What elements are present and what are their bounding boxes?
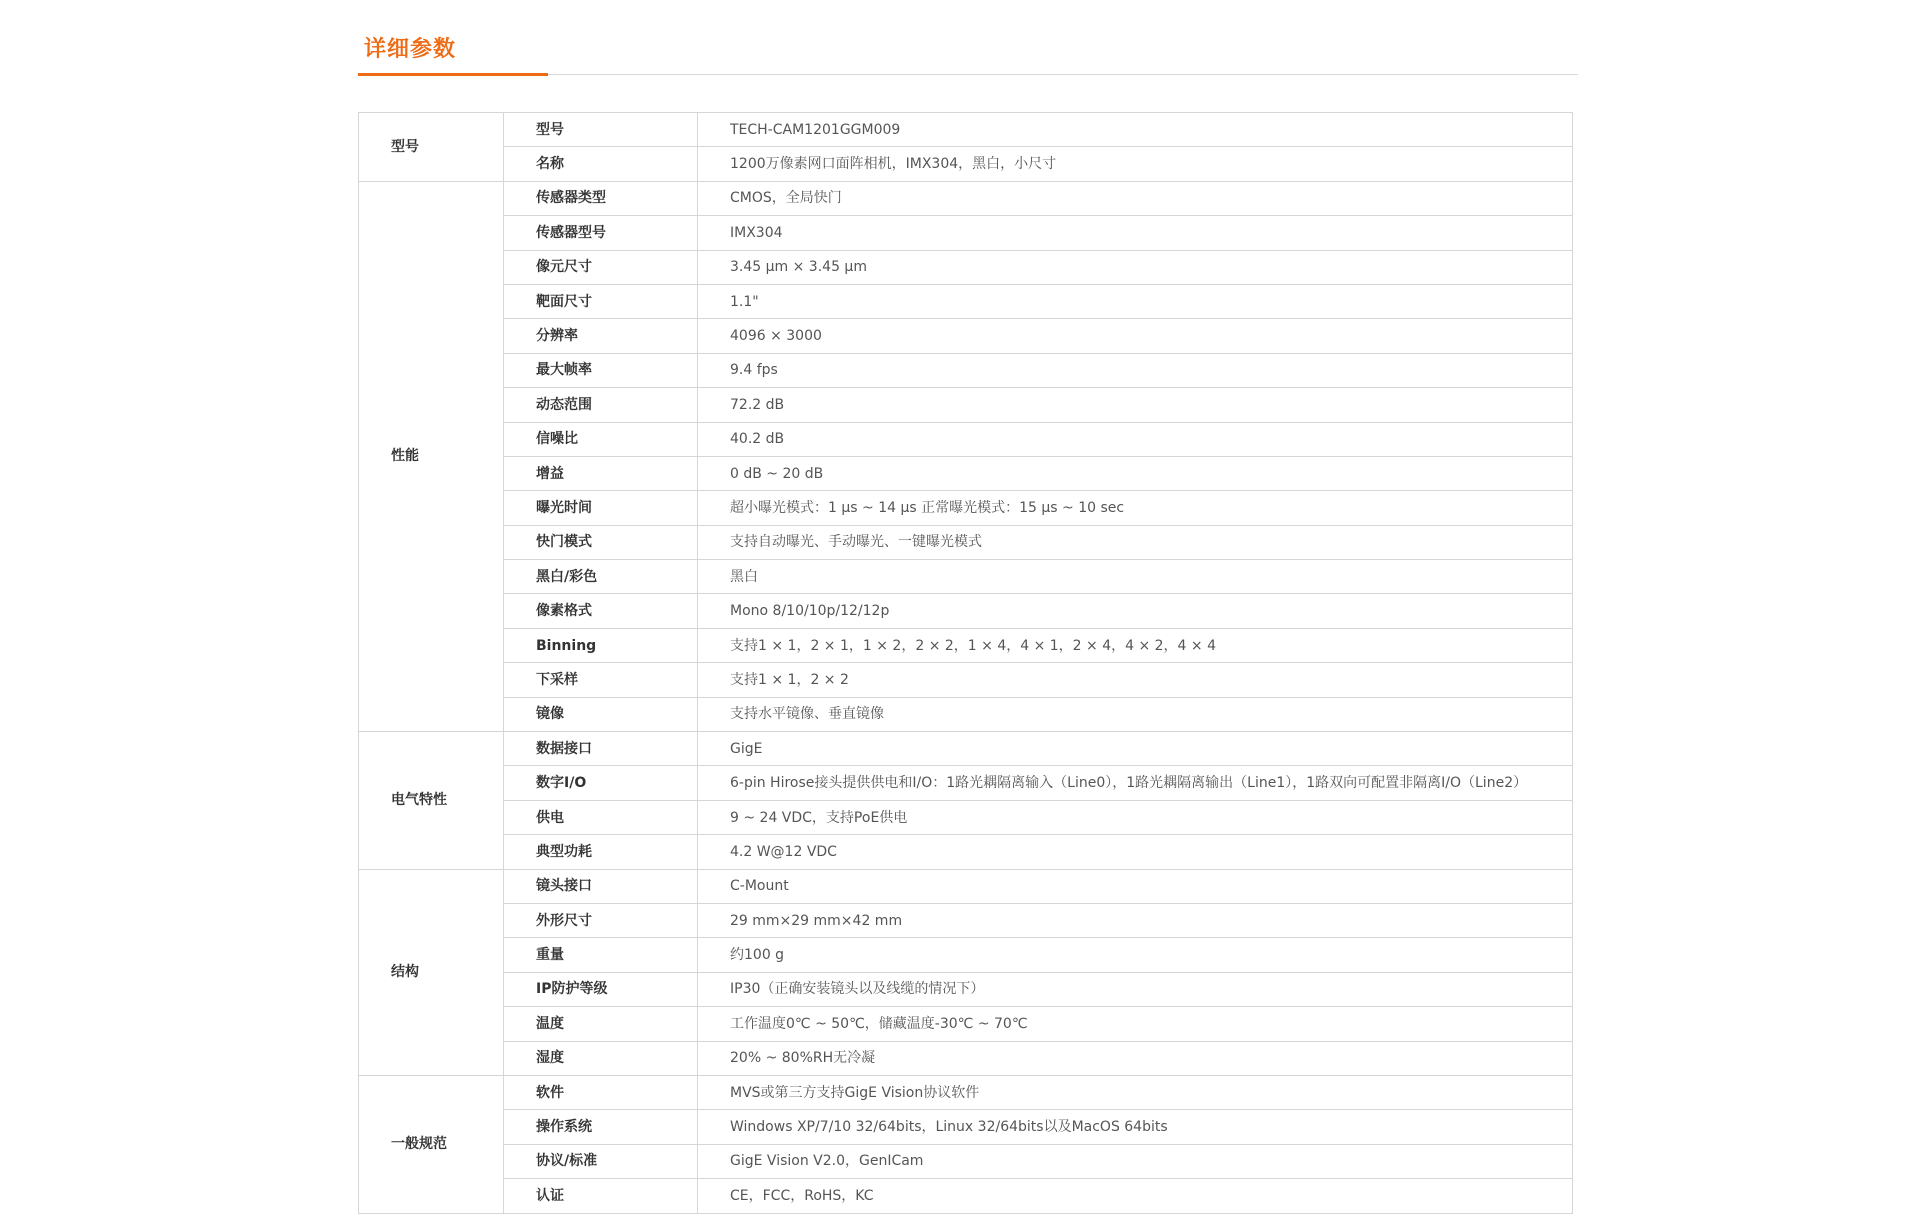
param-label: 重量	[504, 938, 698, 972]
param-value: MVS或第三方支持GigE Vision协议软件	[698, 1075, 1573, 1109]
table-row	[359, 594, 1573, 628]
group-label: 结构	[359, 869, 504, 1075]
section-title: 详细参数	[364, 37, 457, 62]
section-title-underline	[358, 73, 548, 76]
param-label: 供电	[504, 800, 698, 834]
table-row	[359, 938, 1573, 972]
table-row	[359, 1179, 1573, 1213]
table-row	[359, 250, 1573, 284]
param-label: 曝光时间	[504, 491, 698, 525]
table-row	[359, 1110, 1573, 1144]
group-label: 电气特性	[359, 732, 504, 870]
param-value: IMX304	[698, 216, 1573, 250]
param-label: 镜像	[504, 697, 698, 731]
table-row	[359, 284, 1573, 318]
param-label: 协议/标准	[504, 1144, 698, 1178]
table-row	[359, 663, 1573, 697]
param-label: 动态范围	[504, 388, 698, 422]
param-value: CE，FCC，RoHS，KC	[698, 1179, 1573, 1213]
param-value: GigE	[698, 732, 1573, 766]
param-label: 典型功耗	[504, 835, 698, 869]
param-value: GigE Vision V2.0，GenICam	[698, 1144, 1573, 1178]
param-label: 数据接口	[504, 732, 698, 766]
table-row	[359, 388, 1573, 422]
table-row	[359, 1041, 1573, 1075]
param-value: IP30（正确安装镜头以及线缆的情况下）	[698, 972, 1573, 1006]
param-label: 操作系统	[504, 1110, 698, 1144]
param-value: CMOS，全局快门	[698, 181, 1573, 215]
param-label: 黑白/彩色	[504, 560, 698, 594]
param-value: 0 dB ~ 20 dB	[698, 456, 1573, 490]
table-row	[359, 560, 1573, 594]
table-row	[359, 113, 1573, 147]
table-row	[359, 903, 1573, 937]
spec-section	[358, 0, 1578, 1204]
group-label: 型号	[359, 113, 504, 182]
param-label: 镜头接口	[504, 869, 698, 903]
param-value: 黑白	[698, 560, 1573, 594]
table-row	[359, 319, 1573, 353]
param-label: 数字I/O	[504, 766, 698, 800]
table-row	[359, 422, 1573, 456]
param-label: Binning	[504, 628, 698, 662]
param-value: 20% ~ 80%RH无冷凝	[698, 1041, 1573, 1075]
table-row	[359, 456, 1573, 490]
param-value: 1200万像素网口面阵相机，IMX304，黑白，小尺寸	[698, 147, 1573, 181]
table-row	[359, 525, 1573, 559]
table-row	[359, 800, 1573, 834]
param-label: 传感器类型	[504, 181, 698, 215]
table-row	[359, 697, 1573, 731]
param-label: 型号	[504, 113, 698, 147]
param-value: 72.2 dB	[698, 388, 1573, 422]
param-label: 靶面尺寸	[504, 284, 698, 318]
param-value: 9 ~ 24 VDC，支持PoE供电	[698, 800, 1573, 834]
spec-table-body	[359, 113, 1573, 1214]
table-row	[359, 181, 1573, 215]
param-label: 像素格式	[504, 594, 698, 628]
param-label: 增益	[504, 456, 698, 490]
param-value: C-Mount	[698, 869, 1573, 903]
group-label: 性能	[359, 181, 504, 731]
table-row	[359, 1075, 1573, 1109]
spec-table	[358, 112, 1573, 1214]
param-value: Windows XP/7/10 32/64bits，Linux 32/64bits以及MacOS 64bits	[698, 1110, 1573, 1144]
table-row	[359, 972, 1573, 1006]
param-value: 支持1 × 1，2 × 1，1 × 2，2 × 2，1 × 4，4 × 1，2 × 4，4 × 2，4 × 4	[698, 628, 1573, 662]
param-value: 40.2 dB	[698, 422, 1573, 456]
param-value: TECH-CAM1201GGM009	[698, 113, 1573, 147]
param-label: 下采样	[504, 663, 698, 697]
table-row	[359, 491, 1573, 525]
table-row	[359, 766, 1573, 800]
param-label: 传感器型号	[504, 216, 698, 250]
param-value: Mono 8/10/10p/12/12p	[698, 594, 1573, 628]
table-row	[359, 835, 1573, 869]
param-label: 分辨率	[504, 319, 698, 353]
param-value: 9.4 fps	[698, 353, 1573, 387]
param-value: 约100 g	[698, 938, 1573, 972]
section-header	[358, 0, 1578, 75]
param-label: 名称	[504, 147, 698, 181]
table-row	[359, 869, 1573, 903]
param-label: 外形尺寸	[504, 903, 698, 937]
table-row	[359, 353, 1573, 387]
param-label: 软件	[504, 1075, 698, 1109]
param-label: 快门模式	[504, 525, 698, 559]
param-value: 支持自动曝光、手动曝光、一键曝光模式	[698, 525, 1573, 559]
param-label: IP防护等级	[504, 972, 698, 1006]
table-row	[359, 628, 1573, 662]
param-value: 工作温度0℃ ~ 50℃，储藏温度-30℃ ~ 70℃	[698, 1007, 1573, 1041]
param-value: 4096 × 3000	[698, 319, 1573, 353]
table-row	[359, 732, 1573, 766]
param-value: 1.1"	[698, 284, 1573, 318]
param-label: 温度	[504, 1007, 698, 1041]
param-label: 认证	[504, 1179, 698, 1213]
param-label: 最大帧率	[504, 353, 698, 387]
table-row	[359, 147, 1573, 181]
param-value: 超小曝光模式：1 μs ~ 14 μs 正常曝光模式：15 μs ~ 10 sec	[698, 491, 1573, 525]
table-row	[359, 1007, 1573, 1041]
param-value: 6-pin Hirose接头提供供电和I/O：1路光耦隔离输入（Line0），1路光耦隔离输出（Line1），1路双向可配置非隔离I/O（Line2）	[698, 766, 1573, 800]
table-row	[359, 216, 1573, 250]
param-label: 像元尺寸	[504, 250, 698, 284]
param-value: 4.2 W@12 VDC	[698, 835, 1573, 869]
group-label: 一般规范	[359, 1075, 504, 1213]
param-label: 信噪比	[504, 422, 698, 456]
param-label: 湿度	[504, 1041, 698, 1075]
table-row	[359, 1144, 1573, 1178]
param-value: 支持1 × 1，2 × 2	[698, 663, 1573, 697]
param-value: 支持水平镜像、垂直镜像	[698, 697, 1573, 731]
param-value: 29 mm×29 mm×42 mm	[698, 903, 1573, 937]
param-value: 3.45 μm × 3.45 μm	[698, 250, 1573, 284]
